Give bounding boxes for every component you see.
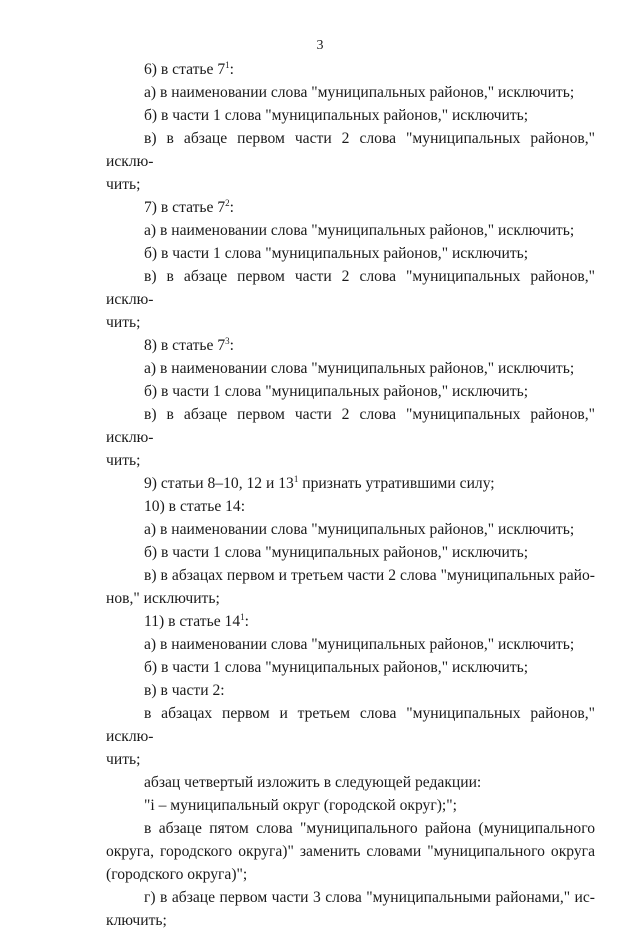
item-11-b: б) в части 1 слова "муниципальных районов," исключить; — [144, 659, 529, 676]
item-6-c-continuation: чить; — [106, 176, 141, 193]
item-10-b: б) в части 1 слова "муниципальных районов," исключить; — [144, 544, 529, 561]
item-7-c-continuation: чить; — [106, 314, 141, 331]
item-11-c-paragraph-4: в абзаце пятом слова "муниципального района (муниципального округа, городского округа)" заменить словами "муниципального округа (городского округа)"; — [106, 820, 595, 883]
item-10-heading: 10) в статье 14: — [144, 498, 246, 515]
item-8-b: б) в части 1 слова "муниципальных районов," исключить; — [144, 383, 529, 400]
superscript: 1 — [225, 60, 230, 70]
superscript: 2 — [225, 198, 230, 208]
superscript: 3 — [225, 336, 230, 346]
item-7-b: б) в части 1 слова "муниципальных районов," исключить; — [144, 245, 529, 262]
item-11-a: а) в наименовании слова "муниципальных районов," исключить; — [144, 636, 575, 653]
item-6-heading: 6) в статье $7^1$: — [144, 60, 234, 78]
item-6-b: б) в части 1 слова "муниципальных районов," исключить; — [144, 107, 529, 124]
item-11-c-paragraph-1-continuation: чить; — [106, 751, 141, 768]
superscript: 1 — [293, 474, 299, 484]
item-11-d-continuation: ключить; — [106, 912, 167, 929]
item-11-c-paragraph-3: "i – муниципальный округ (городской округ);"; — [144, 797, 457, 814]
item-8-a: а) в наименовании слова "муниципальных районов," исключить; — [144, 360, 575, 377]
item-6-a: а) в наименовании слова "муниципальных районов," исключить; — [144, 84, 575, 101]
item-9: 9) статьи 8–10, 12 и $13^1$ признать утратившими силу; — [144, 474, 495, 492]
item-11-heading: 11) в статье $14^1$: — [144, 612, 249, 630]
item-8-c: в) в абзаце первом части 2 слова "муниципальных районов," исклю- — [106, 406, 595, 446]
item-10-c-continuation: нов," исключить; — [106, 590, 220, 607]
item-11-c-paragraph-2: абзац четвертый изложить в следующей редакции: — [144, 774, 482, 791]
page-number: 3 — [316, 38, 324, 53]
item-11-d: г) в абзаце первом части 3 слова "муниципальными районами," ис- — [144, 889, 595, 906]
item-7-c: в) в абзаце первом части 2 слова "муниципальных районов," исклю- — [106, 268, 595, 308]
item-8-heading: 8) в статье $7^3$: — [144, 336, 234, 354]
item-10-c: в) в абзацах первом и третьем части 2 слова "муниципальных райо- — [144, 567, 595, 584]
item-8-c-continuation: чить; — [106, 452, 141, 469]
document-body — [106, 58, 595, 932]
superscript: 1 — [240, 612, 245, 622]
item-10-a: а) в наименовании слова "муниципальных районов," исключить; — [144, 521, 575, 538]
item-7-heading: 7) в статье $7^2$: — [144, 198, 234, 216]
item-6-c: в) в абзаце первом части 2 слова "муниципальных районов," исклю- — [106, 130, 595, 170]
item-11-c-paragraph-1: в абзацах первом и третьем слова "муниципальных районов," исклю- — [106, 705, 595, 745]
item-7-a: а) в наименовании слова "муниципальных районов," исключить; — [144, 222, 575, 239]
item-11-c: в) в части 2: — [144, 682, 225, 699]
